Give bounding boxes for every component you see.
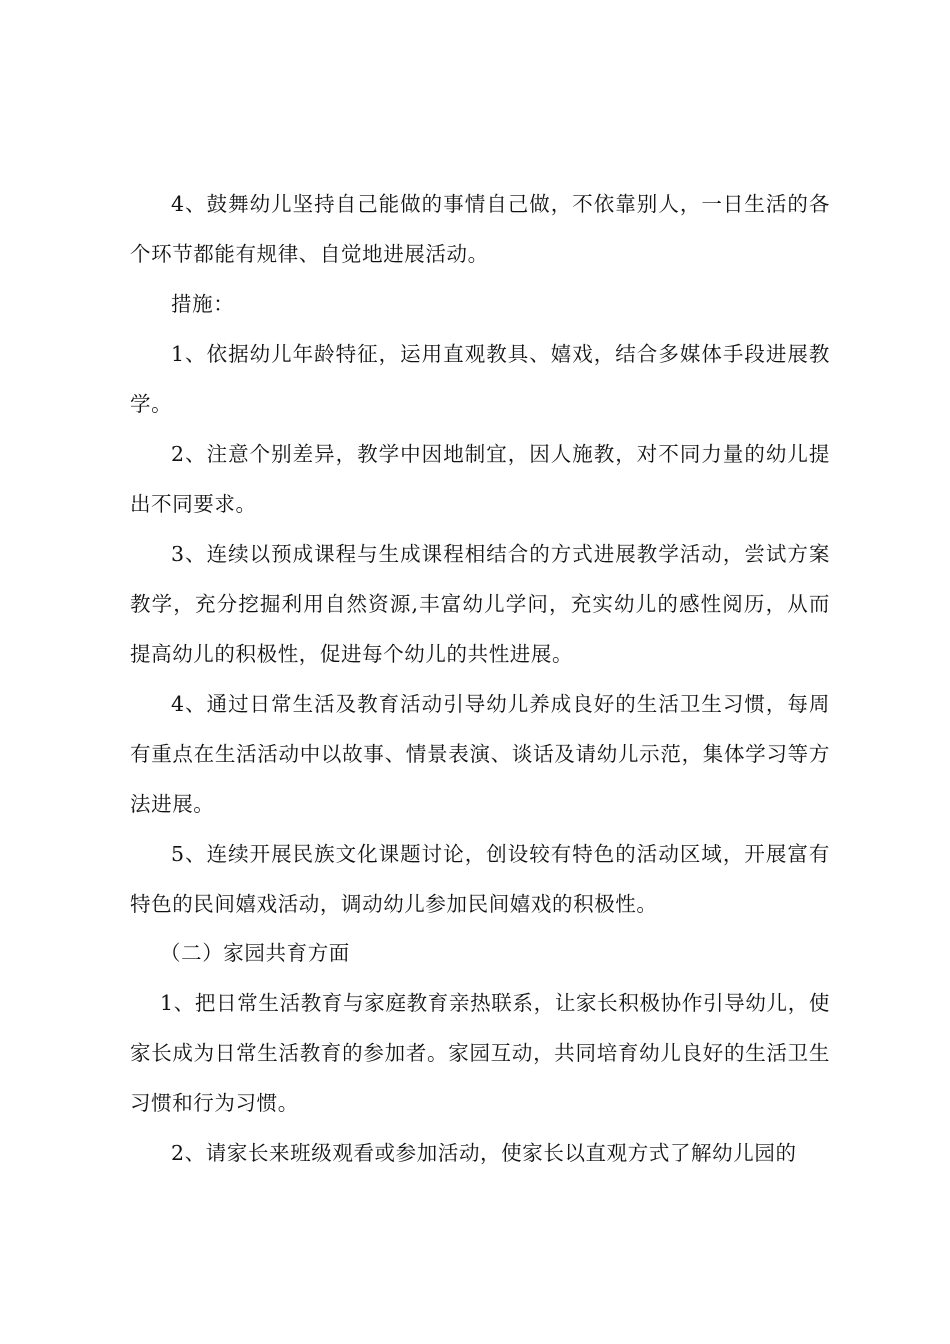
paragraph-measure-5: 5、连续开展民族文化课题讨论，创设较有特色的活动区域，开展富有特色的民间嬉戏活动，调动幼儿参加民间嬉戏的积极性。	[130, 842, 830, 916]
measures-heading: 措施：	[171, 292, 235, 316]
paragraph-measure-3: 3、连续以预成课程与生成课程相结合的方式进展教学活动，尝试方案教学，充分挖掘利用自然资源,丰富幼儿学问，充实幼儿的感性阅历，从而提高幼儿的积极性，促进每个幼儿的共性进展。	[130, 542, 830, 666]
paragraph-home-school-1: 1、把日常生活教育与家庭教育亲热联系，让家长积极协作引导幼儿，使家长成为日常生活教育的参加者。家园互动，共同培育幼儿良好的生活卫生习惯和行为习惯。	[130, 991, 830, 1115]
paragraph-measure-2: 2、注意个别差异，教学中因地制宜，因人施教，对不同力量的幼儿提出不同要求。	[130, 442, 830, 516]
paragraph-measure-1: 1、依据幼儿年龄特征，运用直观教具、嬉戏，结合多媒体手段进展教学。	[130, 342, 830, 416]
paragraph-goal-4: 4、鼓舞幼儿坚持自己能做的事情自己做，不依靠别人，一日生活的各个环节都能有规律、自觉地进展活动。	[130, 192, 830, 266]
section-heading-home-school: （二）家园共育方面	[160, 941, 350, 965]
paragraph-measure-4: 4、通过日常生活及教育活动引导幼儿养成良好的生活卫生习惯，每周有重点在生活活动中以故事、情景表演、谈话及请幼儿示范，集体学习等方法进展。	[130, 692, 830, 816]
paragraph-home-school-2: 2、请家长来班级观看或参加活动，使家长以直观方式了解幼儿园的	[171, 1141, 797, 1165]
